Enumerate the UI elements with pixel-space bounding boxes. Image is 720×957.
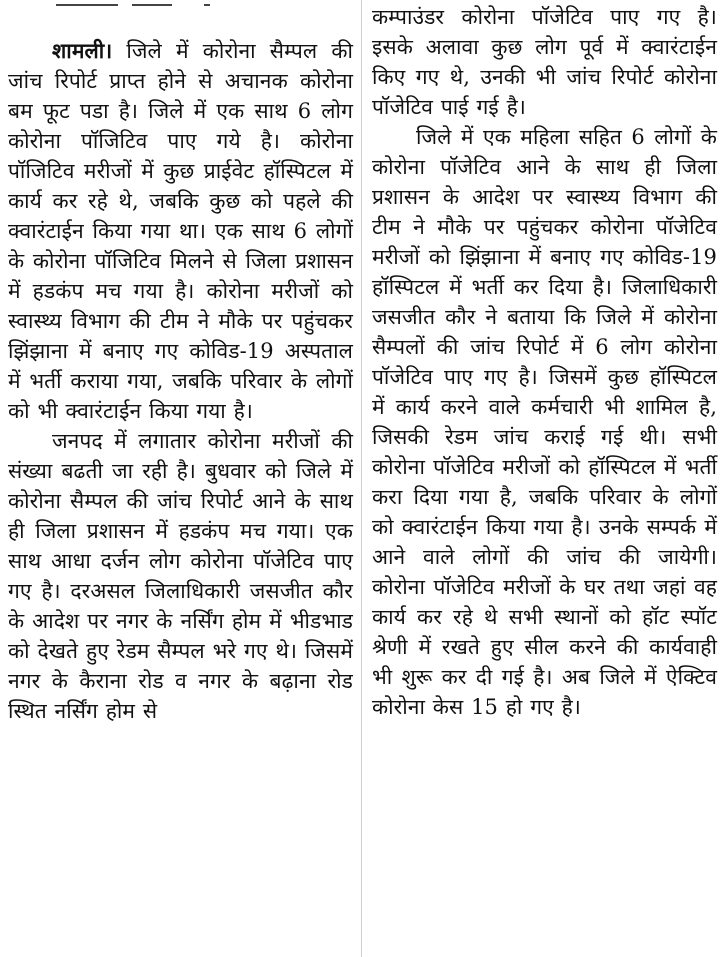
left-column <box>8 0 353 726</box>
paragraph: जिले में एक महिला सहित 6 लोगों के कोरोना पॉजेटिव आने के साथ ही जिला प्रशासन के आदेश पर स्वास्थ्य विभाग की टीम ने मौके पर पहुंचकर कोरोना पॉजेटिव मरीजों को झिंझाना में बनाए गए कोविड-19 हॉस्पिटल में भर्ती कर दिया है। जिलाधिकारी जसजीत कौर ने बताया कि जिले में कोरोना सैम्पलों की जांच रिपोर्ट में 6 लोग कोरोना पॉजेटिव पाए गए है। जिसमें कुछ हॉस्पिटल में कार्य करने वाले कर्मचारी भी शामिल है, जिसकी रेडम जांच कराई गई थी। सभी कोरोना पॉजेटिव मरीजों को हॉस्पिटल में भर्ती करा दिया गया है, जबकि परिवार के लोगों को क्वारंटाईन किया गया है। उनके सम्पर्क में आने वाले लोगों की जांच की जायेगी। कोरोना पॉजेटिव मरीजों के घर तथा जहां वह कार्य कर रहे थे सभी स्थानों को हॉट स्पॉट श्रेणी में रखते हुए सील करने की कार्यवाही भी शुरू कर दी गई है। अब जिले में ऐक्टिव कोरोना केस 15 हो गए है। <box>372 125 717 719</box>
paragraph <box>8 36 353 426</box>
paragraph: जनपद में लगातार कोरोना मरीजों की संख्या बढती जा रही है। बुधवार को जिले में कोरोना सैम्पल की जांच रिपोर्ट आने के साथ ही जिला प्रशासन में हडकंप मच गया। एक साथ आधा दर्जन लोग कोरोना पॉजेटिव पाए गए है। दरअसल जिलाधिकारी जसजीत कौर के आदेश पर नगर के नर्सिंग होम में भीडभाड को देखते हुए रेडम सैम्पल भरे गए थे। जिसमें नगर के कैराना रोड व नगर के बढ़ाना रोड स्थित नर्सिंग होम से <box>8 429 353 723</box>
right-column <box>372 0 717 722</box>
column-divider <box>361 0 362 957</box>
paragraph: कम्पाउंडर कोरोना पॉजेटिव पाए गए है। इसके अलावा कुछ लोग पूर्व में क्वारंटाईन किए गए थे, उनकी भी जांच रिपोर्ट कोरोना पॉजेटिव पाई गई है। <box>372 5 717 119</box>
paragraph-text: जिले में कोरोना सैम्पल की जांच रिपोर्ट प्राप्त होने से अचानक कोरोना बम फूट पडा है। जिले में एक साथ 6 लोग कोरोना पॉजिटिव पाए गये है। कोरोना पॉजिटिव मरीजों में कुछ प्राईवेट हॉस्पिटल में कार्य कर रहे थे, जबकि कुछ को पहले की क्वारंटाईन किया गया था। एक साथ 6 लोगों के कोरोना पॉजिटिव मिलने से जिला प्रशासन में हडकंप मच गया है। कोरोना मरीजों को स्वास्थ्य विभाग की टीम ने मौके पर पहुंचकर झिंझाना में बनाए गए कोविड-19 अस्पताल में भर्ती कराया गया, जबकि परिवार के लोगों को भी क्वारंटाईन किया गया है। <box>8 39 353 423</box>
dateline: शामली। <box>52 38 113 63</box>
